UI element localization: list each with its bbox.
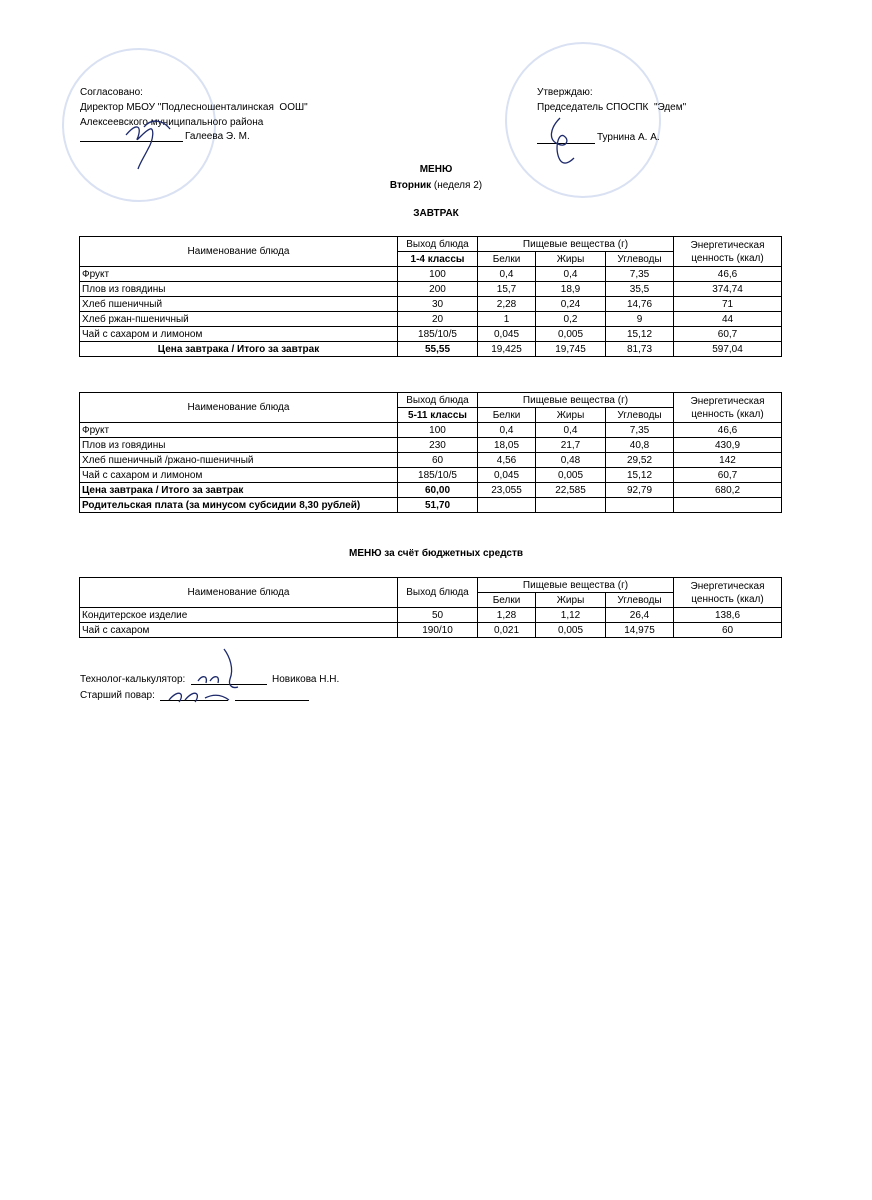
budget-table	[79, 577, 782, 638]
dish-output: 100	[398, 267, 478, 282]
dish-name: Кондитерское изделие	[80, 608, 398, 623]
dish-protein: 1	[478, 312, 536, 327]
dish-name: Чай с сахаром и лимоном	[80, 468, 398, 483]
dish-fat: 0,24	[536, 297, 606, 312]
parent-fee-value: 51,70	[398, 498, 478, 513]
signature-right	[540, 110, 590, 170]
senior-cook-signature-line-2	[235, 700, 309, 701]
menu-day-week: (неделя 2)	[431, 180, 483, 191]
table-row	[80, 438, 782, 453]
dish-fat: 0,48	[536, 453, 606, 468]
dish-fat: 21,7	[536, 438, 606, 453]
total-price: 60,00	[398, 483, 478, 498]
dish-energy: 44	[674, 312, 782, 327]
dish-energy: 46,6	[674, 423, 782, 438]
dish-protein: 4,56	[478, 453, 536, 468]
dish-carbs: 40,8	[606, 438, 674, 453]
approval-left-signer: Галеева Э. М.	[185, 131, 250, 142]
dish-output: 50	[398, 608, 478, 623]
dish-output: 60	[398, 453, 478, 468]
dish-energy: 60,7	[674, 327, 782, 342]
col-protein-header: Белки	[478, 408, 536, 423]
dish-output: 230	[398, 438, 478, 453]
dish-output: 190/10	[398, 623, 478, 638]
table-row	[80, 608, 782, 623]
approval-right-position: Председатель СПОСПК "Эдем"	[537, 102, 687, 113]
dish-carbs: 14,76	[606, 297, 674, 312]
dish-protein: 0,021	[478, 623, 536, 638]
dish-output: 185/10/5	[398, 468, 478, 483]
empty-cell	[674, 498, 782, 513]
parent-fee-row	[80, 498, 782, 513]
dish-name: Фрукт	[80, 423, 398, 438]
technologist-name: Новикова Н.Н.	[272, 674, 340, 685]
dish-energy: 142	[674, 453, 782, 468]
dish-protein: 0,4	[478, 267, 536, 282]
dish-carbs: 29,52	[606, 453, 674, 468]
col-nutrients-header: Пищевые вещества (г)	[478, 393, 674, 408]
dish-energy: 46,6	[674, 267, 782, 282]
total-energy: 680,2	[674, 483, 782, 498]
dish-energy: 71	[674, 297, 782, 312]
dish-protein: 0,4	[478, 423, 536, 438]
dish-name: Плов из говядины	[80, 438, 398, 453]
parent-fee-label: Родительская плата (за минусом субсидии 8,30 рублей)	[80, 498, 398, 513]
dish-name: Хлеб ржан-пшеничный	[80, 312, 398, 327]
menu-title: МЕНЮ	[419, 164, 453, 175]
col-fat-header: Жиры	[536, 252, 606, 267]
dish-fat: 0,4	[536, 267, 606, 282]
approval-left-label: Согласовано:	[80, 87, 143, 98]
col-name-header: Наименование блюда	[80, 578, 398, 608]
dish-carbs: 9	[606, 312, 674, 327]
senior-cook-label: Старший повар:	[80, 690, 155, 701]
breakfast-table-5-11	[79, 392, 782, 513]
dish-fat: 0,2	[536, 312, 606, 327]
total-energy: 597,04	[674, 342, 782, 357]
dish-fat: 0,4	[536, 423, 606, 438]
dish-output: 100	[398, 423, 478, 438]
dish-protein: 2,28	[478, 297, 536, 312]
dish-protein: 18,05	[478, 438, 536, 453]
dish-name: Фрукт	[80, 267, 398, 282]
table-row	[80, 423, 782, 438]
approval-left-position: Директор МБОУ "Подлесношенталинская ООШ"	[80, 102, 308, 113]
dish-fat: 1,12	[536, 608, 606, 623]
table-row	[80, 297, 782, 312]
total-carbs: 92,79	[606, 483, 674, 498]
dish-fat: 0,005	[536, 623, 606, 638]
col-name-header: Наименование блюда	[80, 237, 398, 267]
col-protein-header: Белки	[478, 593, 536, 608]
total-row	[80, 342, 782, 357]
group-label: 5-11 классы	[398, 408, 478, 423]
menu-day	[0, 180, 872, 191]
dish-carbs: 7,35	[606, 423, 674, 438]
total-protein: 19,425	[478, 342, 536, 357]
dish-energy: 60	[674, 623, 782, 638]
dish-fat: 0,005	[536, 468, 606, 483]
col-output-header: Выход блюда	[398, 393, 478, 408]
col-carbs-header: Углеводы	[606, 252, 674, 267]
col-carbs-header: Углеводы	[606, 408, 674, 423]
breakfast-table-1-4	[79, 236, 782, 357]
dish-carbs: 14,975	[606, 623, 674, 638]
col-energy-header: Энергетическая ценность (ккал)	[674, 237, 782, 267]
table-row	[80, 327, 782, 342]
total-label: Цена завтрака / Итого за завтрак	[80, 342, 398, 357]
dish-output: 20	[398, 312, 478, 327]
col-fat-header: Жиры	[536, 408, 606, 423]
dish-carbs: 26,4	[606, 608, 674, 623]
dish-carbs: 35,5	[606, 282, 674, 297]
approval-right-signer: Турнина А. А.	[597, 132, 660, 143]
dish-protein: 0,045	[478, 468, 536, 483]
col-output-header: Выход блюда	[398, 237, 478, 252]
col-protein-header: Белки	[478, 252, 536, 267]
breakfast-title: ЗАВТРАК	[413, 208, 459, 219]
dish-output: 200	[398, 282, 478, 297]
dish-carbs: 15,12	[606, 468, 674, 483]
empty-cell	[606, 498, 674, 513]
total-fat: 22,585	[536, 483, 606, 498]
dish-name: Хлеб пшеничный	[80, 297, 398, 312]
dish-name: Чай с сахаром и лимоном	[80, 327, 398, 342]
menu-day-name: Вторник	[389, 180, 432, 191]
approval-left-district: Алексеевского муниципального района	[80, 117, 264, 128]
total-price: 55,55	[398, 342, 478, 357]
col-nutrients-header: Пищевые вещества (г)	[478, 578, 674, 593]
dish-fat: 18,9	[536, 282, 606, 297]
dish-output: 185/10/5	[398, 327, 478, 342]
total-carbs: 81,73	[606, 342, 674, 357]
dish-name: Чай с сахаром	[80, 623, 398, 638]
dish-name: Хлеб пшеничный /ржано-пшеничный	[80, 453, 398, 468]
technologist-label: Технолог-калькулятор:	[80, 674, 186, 685]
dish-energy: 374,74	[674, 282, 782, 297]
table-row	[80, 453, 782, 468]
table-row	[80, 282, 782, 297]
total-fat: 19,745	[536, 342, 606, 357]
col-output-header: Выход блюда	[398, 578, 478, 608]
dish-protein: 0,045	[478, 327, 536, 342]
dish-name: Плов из говядины	[80, 282, 398, 297]
group-label: 1-4 классы	[398, 252, 478, 267]
dish-carbs: 7,35	[606, 267, 674, 282]
empty-cell	[536, 498, 606, 513]
dish-energy: 60,7	[674, 468, 782, 483]
dish-energy: 138,6	[674, 608, 782, 623]
dish-output: 30	[398, 297, 478, 312]
table-row	[80, 468, 782, 483]
col-nutrients-header: Пищевые вещества (г)	[478, 237, 674, 252]
total-label: Цена завтрака / Итого за завтрак	[80, 483, 398, 498]
table-row	[80, 623, 782, 638]
senior-cook-signature	[165, 680, 235, 710]
col-name-header: Наименование блюда	[80, 393, 398, 423]
empty-cell	[478, 498, 536, 513]
table-row	[80, 312, 782, 327]
col-energy-header: Энергетическая ценность (ккал)	[674, 393, 782, 423]
dish-carbs: 15,12	[606, 327, 674, 342]
dish-fat: 0,005	[536, 327, 606, 342]
col-carbs-header: Углеводы	[606, 593, 674, 608]
total-protein: 23,055	[478, 483, 536, 498]
dish-energy: 430,9	[674, 438, 782, 453]
total-row	[80, 483, 782, 498]
budget-menu-title: МЕНЮ за счёт бюджетных средств	[348, 548, 524, 559]
dish-protein: 15,7	[478, 282, 536, 297]
approval-right-label: Утверждаю:	[537, 87, 593, 98]
table-row	[80, 267, 782, 282]
col-energy-header: Энергетическая ценность (ккал)	[674, 578, 782, 608]
col-fat-header: Жиры	[536, 593, 606, 608]
dish-protein: 1,28	[478, 608, 536, 623]
